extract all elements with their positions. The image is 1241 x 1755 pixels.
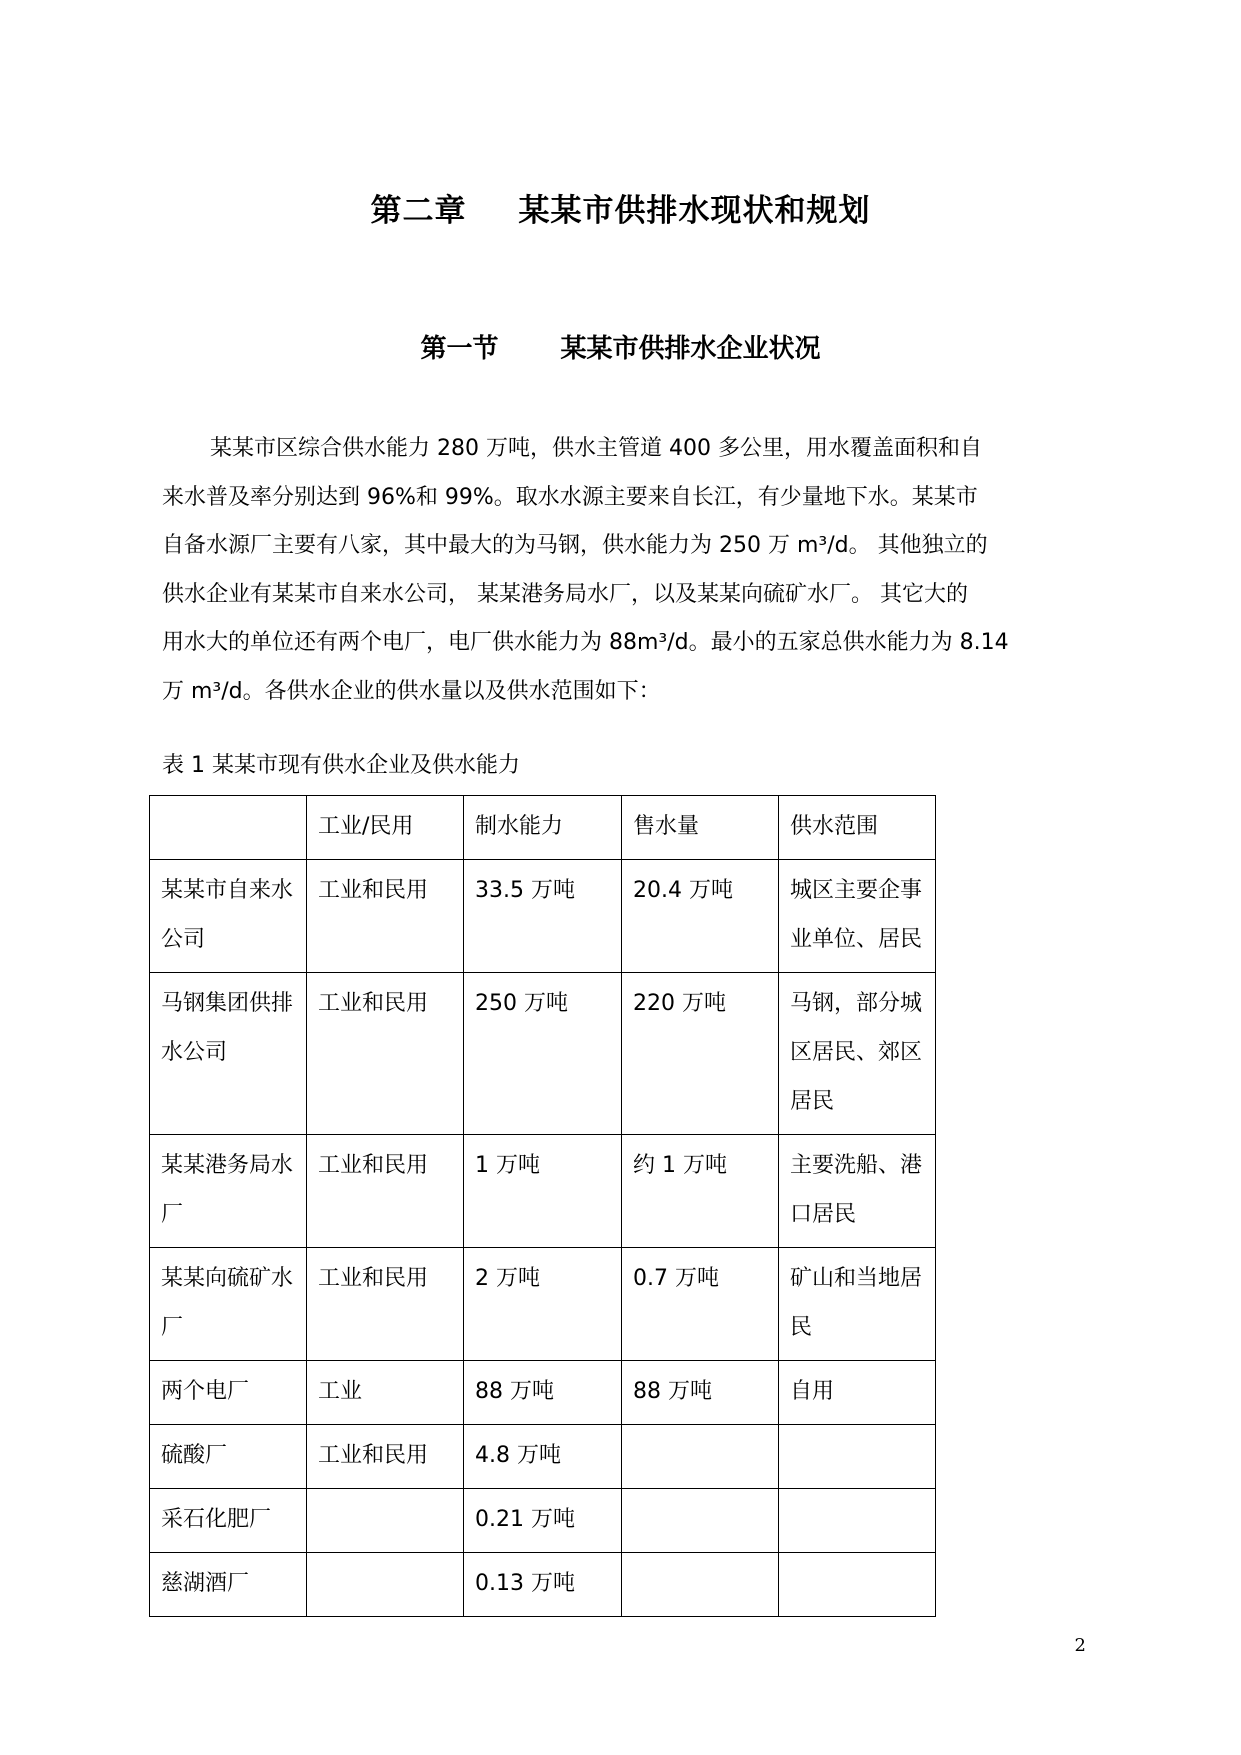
header-cell: 工业/民用 <box>307 796 464 860</box>
header-cell: 制水能力 <box>464 796 622 860</box>
chapter-number: 第二章 <box>370 193 467 229</box>
table-cell: 工业 <box>307 1361 464 1425</box>
section-number: 第一节 <box>420 334 499 364</box>
table-cell: 88 万吨 <box>622 1361 779 1425</box>
paragraph-line: 自备水源厂主要有八家，其中最大的为马钢，供水能力为 250 万 m³/d。 其他独立的 <box>162 533 988 558</box>
table-cell: 20.4 万吨 <box>622 860 779 973</box>
table-cell: 1 万吨 <box>464 1135 622 1248</box>
chapter-title-text: 某某市供排水现状和规划 <box>518 193 871 229</box>
table-cell: 硫酸厂 <box>150 1425 307 1489</box>
chapter-title <box>0 185 1241 230</box>
table-row <box>150 1425 936 1489</box>
table-row <box>150 1248 936 1361</box>
water-supply-table <box>149 795 936 1617</box>
paragraph-line: 万 m³/d。各供水企业的供水量以及供水范围如下： <box>162 678 661 704</box>
header-cell <box>150 796 307 860</box>
table-cell: 主要洗船、港口居民 <box>779 1135 936 1248</box>
table-cell: 自用 <box>779 1361 936 1425</box>
table-header-row <box>150 796 936 860</box>
table-row <box>150 860 936 973</box>
table-cell: 0.21 万吨 <box>464 1489 622 1553</box>
table-cell: 两个电厂 <box>150 1361 307 1425</box>
section-title-text: 某某市供排水企业状况 <box>560 334 821 364</box>
table-cell: 220 万吨 <box>622 973 779 1135</box>
paragraph-line: 某某市区综合供水能力 280 万吨，供水主管道 400 多公里，用水覆盖面积和自 <box>210 436 982 461</box>
paragraph-line: 供水企业有某某市自来水公司， 某某港务局水厂，以及某某向硫矿水厂。 其它大的 <box>162 581 968 607</box>
table-cell: 0.7 万吨 <box>622 1248 779 1361</box>
table-cell: 工业和民用 <box>307 973 464 1135</box>
table-caption: 表 1 某某市现有供水企业及供水能力 <box>162 753 520 778</box>
table-cell <box>779 1553 936 1617</box>
section-title <box>0 328 1241 365</box>
table-cell <box>307 1489 464 1553</box>
table-cell <box>622 1489 779 1553</box>
table-cell: 4.8 万吨 <box>464 1425 622 1489</box>
paragraph-line: 来水普及率分别达到 96%和 99%。取水水源主要来自长江，有少量地下水。某某市 <box>162 484 978 510</box>
table-row <box>150 1361 936 1425</box>
table-cell: 矿山和当地居民 <box>779 1248 936 1361</box>
table-row <box>150 1553 936 1617</box>
table-cell <box>622 1425 779 1489</box>
table-cell <box>779 1489 936 1553</box>
table-cell: 某某港务局水厂 <box>150 1135 307 1248</box>
table-cell: 88 万吨 <box>464 1361 622 1425</box>
table-row <box>150 973 936 1135</box>
table-cell: 工业和民用 <box>307 1248 464 1361</box>
table-cell: 城区主要企事业单位、居民 <box>779 860 936 973</box>
paragraph-line: 用水大的单位还有两个电厂，电厂供水能力为 88m³/d。最小的五家总供水能力为 8.14 <box>162 630 1009 655</box>
table-cell: 马钢集团供排水公司 <box>150 973 307 1135</box>
table-row <box>150 1489 936 1553</box>
table-cell: 采石化肥厂 <box>150 1489 307 1553</box>
table-cell: 33.5 万吨 <box>464 860 622 973</box>
table-row <box>150 1135 936 1248</box>
table-cell: 工业和民用 <box>307 1425 464 1489</box>
table-cell: 约 1 万吨 <box>622 1135 779 1248</box>
table-cell: 250 万吨 <box>464 973 622 1135</box>
table-cell: 2 万吨 <box>464 1248 622 1361</box>
table-cell: 工业和民用 <box>307 860 464 973</box>
table-cell: 马钢，部分城区居民、郊区居民 <box>779 973 936 1135</box>
table-cell <box>307 1553 464 1617</box>
table-cell: 0.13 万吨 <box>464 1553 622 1617</box>
header-cell: 售水量 <box>622 796 779 860</box>
page-number: 2 <box>1074 1635 1086 1656</box>
table-cell <box>779 1425 936 1489</box>
table-cell <box>622 1553 779 1617</box>
table-cell: 某某向硫矿水厂 <box>150 1248 307 1361</box>
table-cell: 慈湖酒厂 <box>150 1553 307 1617</box>
table-cell: 某某市自来水公司 <box>150 860 307 973</box>
body-paragraph <box>162 425 1087 716</box>
table-cell: 工业和民用 <box>307 1135 464 1248</box>
header-cell: 供水范围 <box>779 796 936 860</box>
